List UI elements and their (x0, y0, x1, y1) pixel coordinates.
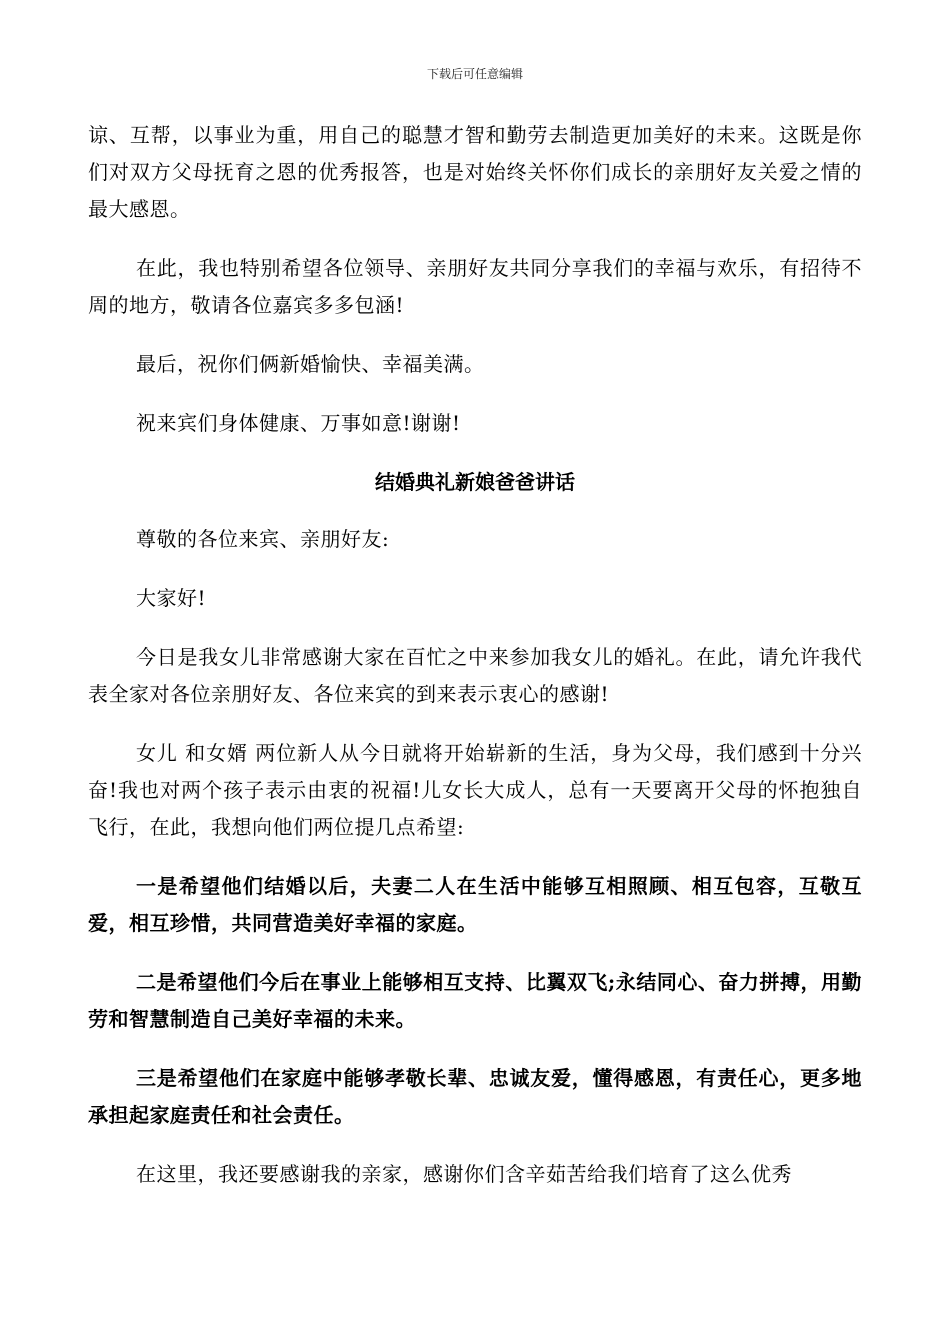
paragraph-blessing: 最后，祝你们俩新婚愉快、幸福美满。 (136, 352, 485, 376)
document-body (88, 117, 862, 1215)
section-title: 结婚典礼新娘爸爸讲话 (375, 470, 575, 494)
paragraph-hopes-intro: 女儿 和女婿 两位新人从今日就将开始崭新的生活，身为父母，我们感到十分兴奋!我也对两个孩子表示由衷的祝福!儿女长大成人，总有一天要离开父母的怀抱独自飞行，在此，我想向他们两位提几点希望: (88, 741, 862, 839)
paragraph-thanks: 祝来宾们身体健康、万事如意!谢谢! (136, 411, 461, 435)
greeting: 大家好! (136, 586, 207, 610)
salutation: 尊敬的各位来宾、亲朋好友: (136, 527, 390, 551)
hope-three: 三是希望他们在家庭中能够孝敬长辈、忠诚友爱，懂得感恩，有责任心，更多地承担起家庭责任和社会责任。 (88, 1066, 862, 1127)
paragraph-opening: 今日是我女儿非常感谢大家在百忙之中来参加我女儿的婚礼。在此，请允许我代表全家对各位亲朋好友、各位来宾的到来表示衷心的感谢! (88, 645, 862, 706)
paragraph-in-laws: 在这里，我还要感谢我的亲家，感谢你们含辛茹苦给我们培育了这么优秀 (136, 1162, 792, 1186)
page-header: 下载后可任意编辑 (426, 67, 523, 81)
hope-one: 一是希望他们结婚以后，夫妻二人在生活中能够互相照顾、相互包容，互敬互爱，相互珍惜，共同营造美好幸福的家庭。 (88, 874, 862, 935)
paragraph-hospitality: 在此，我也特别希望各位领导、亲朋好友共同分享我们的幸福与欢乐，有招待不周的地方，敬请各位嘉宾多多包涵! (88, 256, 862, 317)
paragraph-continuation: 谅、互帮，以事业为重，用自己的聪慧才智和勤劳去制造更加美好的未来。这既是你们对双方父母抚育之恩的优秀报答，也是对始终关怀你们成长的亲朋好友关爱之情的最大感恩。 (88, 123, 862, 221)
hope-two: 二是希望他们今后在事业上能够相互支持、比翼双飞;永结同心、奋力拼搏，用勤劳和智慧制造自己美好幸福的未来。 (88, 970, 862, 1031)
